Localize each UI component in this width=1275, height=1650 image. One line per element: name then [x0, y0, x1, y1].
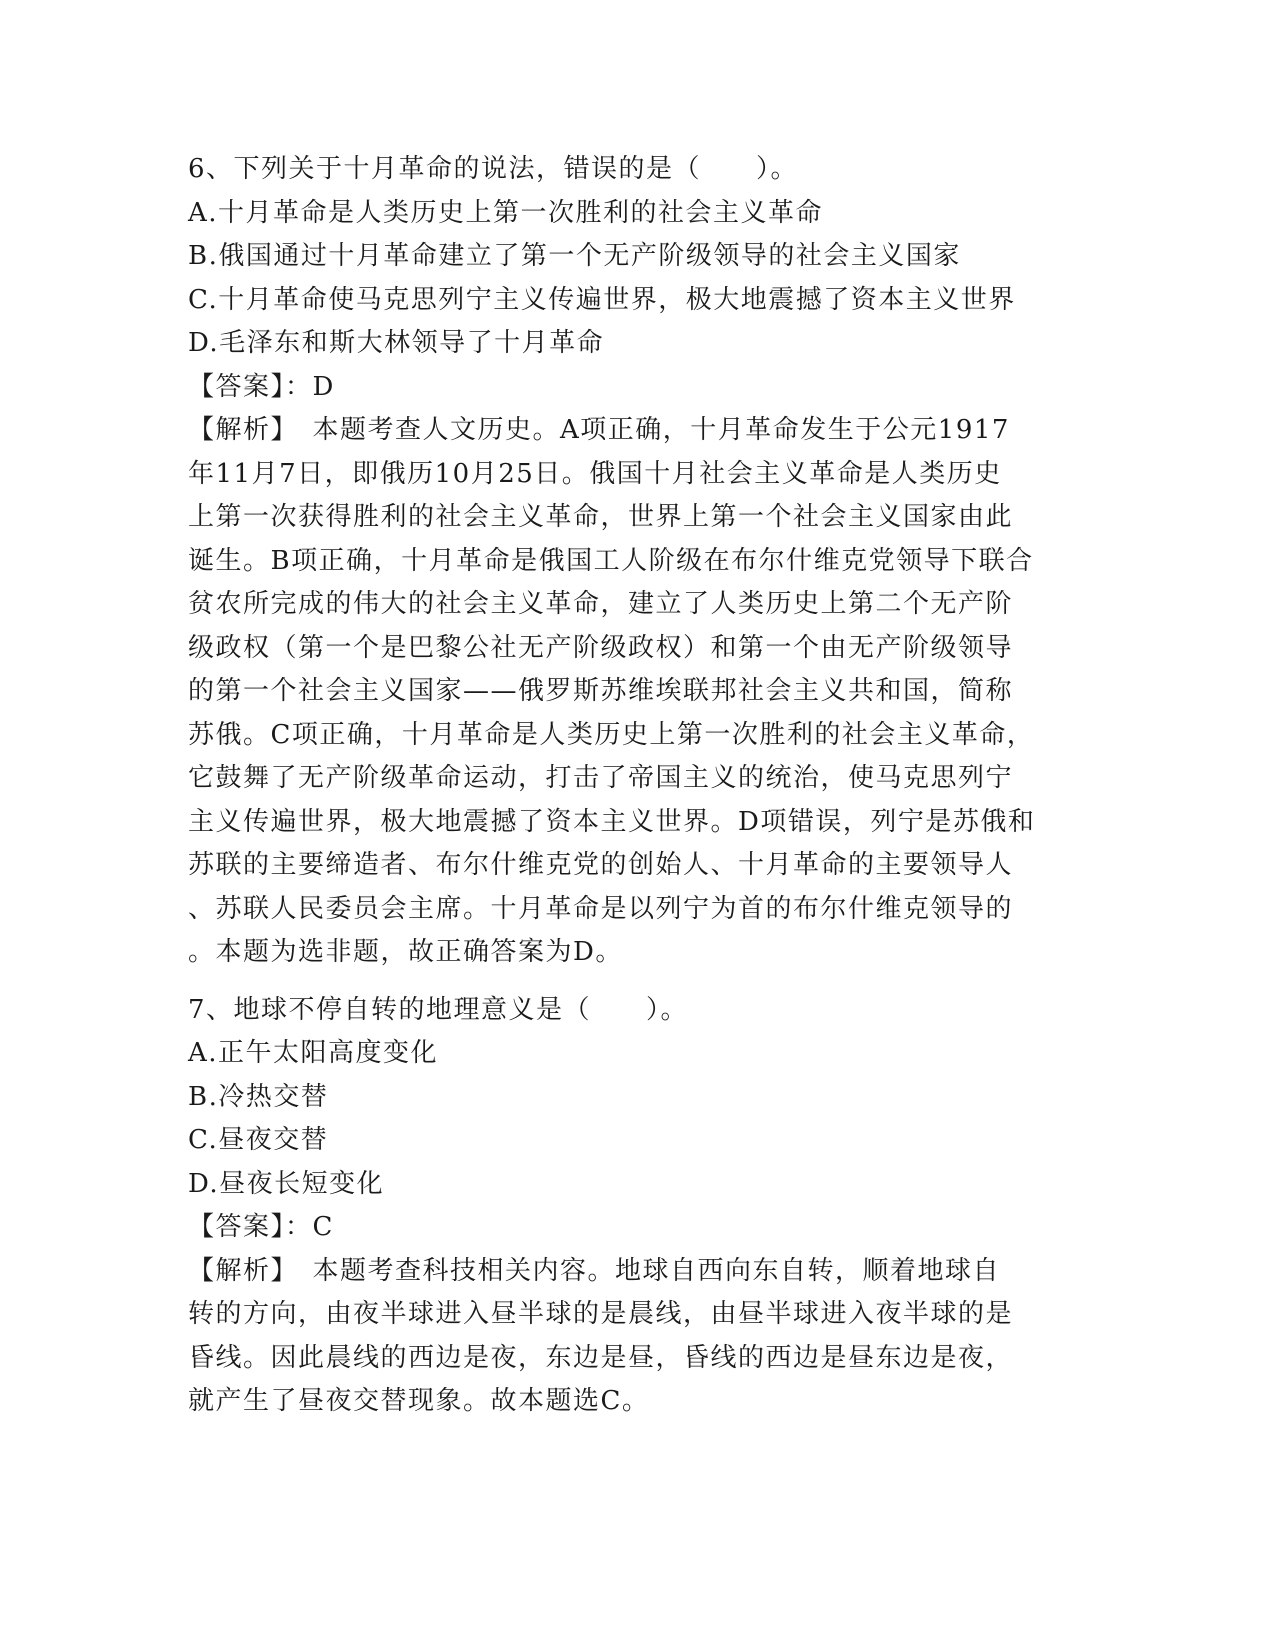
analysis-line: 苏联的主要缔造者、布尔什维克党的创始人、十月革命的主要领导人 — [188, 850, 1014, 880]
option-c: C.昼夜交替 — [188, 1125, 329, 1155]
option-c: C.十月革命使马克思列宁主义传遍世界，极大地震撼了资本主义世界 — [188, 284, 1016, 315]
question-stem: 6、下列关于十月革命的说法，错误的是（ ）。 — [188, 154, 799, 184]
option-b: B.冷热交替 — [188, 1081, 329, 1112]
option-d: D.昼夜长短变化 — [188, 1168, 385, 1199]
option-d: D.毛泽东和斯大林领导了十月革命 — [188, 328, 605, 358]
answer-line: 【答案】：D — [188, 371, 335, 402]
analysis-line: 年11月7日，即俄历10月25日。俄国十月社会主义革命是人类历史 — [188, 458, 1002, 489]
question-spacer — [188, 975, 1088, 989]
analysis-line: 主义传遍世界，极大地震撼了资本主义世界。D项错误，列宁是苏俄和 — [188, 806, 1036, 837]
document-page — [188, 148, 1088, 1424]
question-stem: 7、地球不停自转的地理意义是（ ）。 — [188, 994, 689, 1025]
analysis-line: 的第一个社会主义国家——俄罗斯苏维埃联邦社会主义共和国，简称 — [188, 676, 1014, 706]
analysis-line: 【解析】 本题考查科技相关内容。地球自西向东自转，顺着地球自 — [188, 1255, 1001, 1286]
analysis-line: 它鼓舞了无产阶级革命运动，打击了帝国主义的统治，使马克思列宁 — [188, 763, 1014, 793]
analysis-line: 上第一次获得胜利的社会主义革命，世界上第一个社会主义国家由此 — [188, 502, 1014, 532]
option-a: A.正午太阳高度变化 — [188, 1038, 439, 1068]
analysis-line: 昏线。因此晨线的西边是夜，东边是昼，昏线的西边是昼东边是夜， — [188, 1342, 1014, 1373]
analysis-line: 苏俄。C项正确，十月革命是人类历史上第一次胜利的社会主义革命， — [188, 719, 1035, 750]
option-a: A.十月革命是人类历史上第一次胜利的社会主义革命 — [188, 197, 824, 228]
analysis-line: 。本题为选非题，故正确答案为D。 — [188, 937, 623, 967]
analysis-line: 【解析】 本题考查人文历史。A项正确，十月革命发生于公元1917 — [188, 415, 1010, 445]
analysis-line: 、苏联人民委员会主席。十月革命是以列宁为首的布尔什维克领导的 — [188, 893, 1014, 924]
analysis-line: 诞生。B项正确，十月革命是俄国工人阶级在布尔什维克党领导下联合 — [188, 545, 1034, 576]
answer-line: 【答案】：C — [188, 1212, 334, 1242]
analysis-line: 就产生了昼夜交替现象。故本题选C。 — [188, 1386, 650, 1416]
option-b: B.俄国通过十月革命建立了第一个无产阶级领导的社会主义国家 — [188, 241, 961, 271]
analysis-line: 级政权（第一个是巴黎公社无产阶级政权）和第一个由无产阶级领导 — [188, 632, 1014, 663]
question-7 — [188, 989, 1088, 1424]
analysis-line: 贫农所完成的伟大的社会主义革命，建立了人类历史上第二个无产阶 — [188, 589, 1014, 619]
question-6 — [188, 148, 1088, 975]
analysis-line: 转的方向，由夜半球进入昼半球的是晨线，由昼半球进入夜半球的是 — [188, 1299, 1014, 1329]
